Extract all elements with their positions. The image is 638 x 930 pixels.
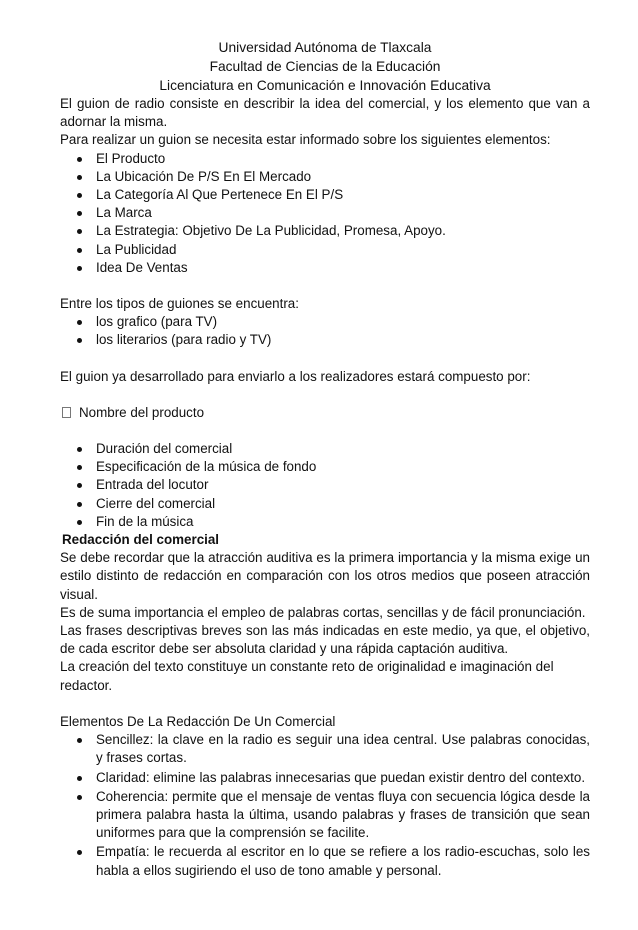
list-item: La Marca <box>60 204 590 222</box>
bullet-icon <box>77 738 82 743</box>
bullet-icon <box>77 850 82 855</box>
section-heading: Elementos De La Redacción De Un Comercial <box>60 713 336 729</box>
list-item: Especificación de la música de fondo <box>60 458 590 476</box>
section-heading: Redacción del comercial <box>62 532 220 548</box>
bullet-icon <box>77 502 82 507</box>
list-item: El Producto <box>60 150 590 168</box>
bullet-icon <box>77 483 82 488</box>
list-item: Fin de la música <box>60 513 590 531</box>
list-item: Sencillez: la clave en la radio es seguir una idea central. Use palabras conocidas, y frases cortas. <box>60 731 590 767</box>
missing-glyph-icon <box>62 407 71 418</box>
document-page <box>60 38 590 881</box>
list-item: Empatía: le recuerda al escritor en lo que se refiere a los radio-escuchas, solo les habla a ellos sugiriendo el uso de tono amable y personal. <box>60 843 590 879</box>
paragraph: Se debe recordar que la atracción auditiva es la primera importancia y la misma exige un estilo distinto de redacción en comparación con los otros medios que poseen atracción visual. <box>60 550 590 602</box>
intro-paragraph: El guion de radio consiste en describir la idea del comercial, y los elemento que van a adornar la misma. <box>60 96 590 130</box>
composed-list <box>60 440 590 531</box>
bullet-icon <box>77 193 82 198</box>
list-item: Coherencia: permite que el mensaje de ventas fluya con secuencia lógica desde la primera palabra hasta la última, usando palabras y frases de transición que sean uniformes para que la comprensión se facilite. <box>60 788 590 843</box>
bullet-icon <box>77 157 82 162</box>
list-item: Cierre del comercial <box>60 495 590 513</box>
list-item: Entrada del locutor <box>60 476 590 494</box>
bullet-icon <box>77 465 82 470</box>
list-item: los literarios (para radio y TV) <box>60 331 590 349</box>
document-header <box>60 38 590 95</box>
bullet-icon <box>77 248 82 253</box>
list-item: Idea De Ventas <box>60 259 590 277</box>
bullet-icon <box>77 338 82 343</box>
bullet-icon <box>77 776 82 781</box>
paragraph: Es de suma importancia el empleo de palabras cortas, sencillas y de fácil pronunciación. <box>60 604 586 620</box>
elementos-list <box>60 731 590 880</box>
composed-intro: El guion ya desarrollado para enviarlo a los realizadores estará compuesto por: <box>60 368 531 384</box>
composed-first-item: Nombre del producto <box>60 404 590 422</box>
intro-requirements: Para realizar un guion se necesita estar informado sobre los siguientes elementos: <box>60 132 551 148</box>
list-item: Duración del comercial <box>60 440 590 458</box>
paragraph: Las frases descriptivas breves son las más indicadas en este medio, ya que, el objetivo, de cada escritor debe ser absoluta claridad y una rápida captación auditiva. <box>60 623 590 657</box>
list-item: La Ubicación De P/S En El Mercado <box>60 168 590 186</box>
list-item: los grafico (para TV) <box>60 313 590 331</box>
bullet-icon <box>77 795 82 800</box>
bullet-icon <box>77 211 82 216</box>
bullet-icon <box>77 175 82 180</box>
list-item: La Categoría Al Que Pertenece En El P/S <box>60 186 590 204</box>
types-list <box>60 313 590 349</box>
bullet-icon <box>77 229 82 234</box>
bullet-icon <box>77 520 82 525</box>
elements-list <box>60 150 590 277</box>
list-item: La Publicidad <box>60 241 590 259</box>
university-name: Universidad Autónoma de Tlaxcala <box>218 40 432 55</box>
list-item: Claridad: elimine las palabras innecesarias que puedan existir dentro del contexto. <box>60 769 590 787</box>
list-item: La Estrategia: Objetivo De La Publicidad, Promesa, Apoyo. <box>60 222 590 240</box>
bullet-icon <box>77 266 82 271</box>
paragraph: La creación del texto constituye un constante reto de originalidad e imaginación del redactor. <box>60 659 554 693</box>
bullet-icon <box>77 447 82 452</box>
faculty-name: Facultad de Ciencias de la Educación <box>209 59 441 74</box>
types-intro: Entre los tipos de guiones se encuentra: <box>60 296 299 312</box>
bullet-icon <box>77 320 82 325</box>
degree-name: Licenciatura en Comunicación e Innovación Educativa <box>159 78 491 93</box>
